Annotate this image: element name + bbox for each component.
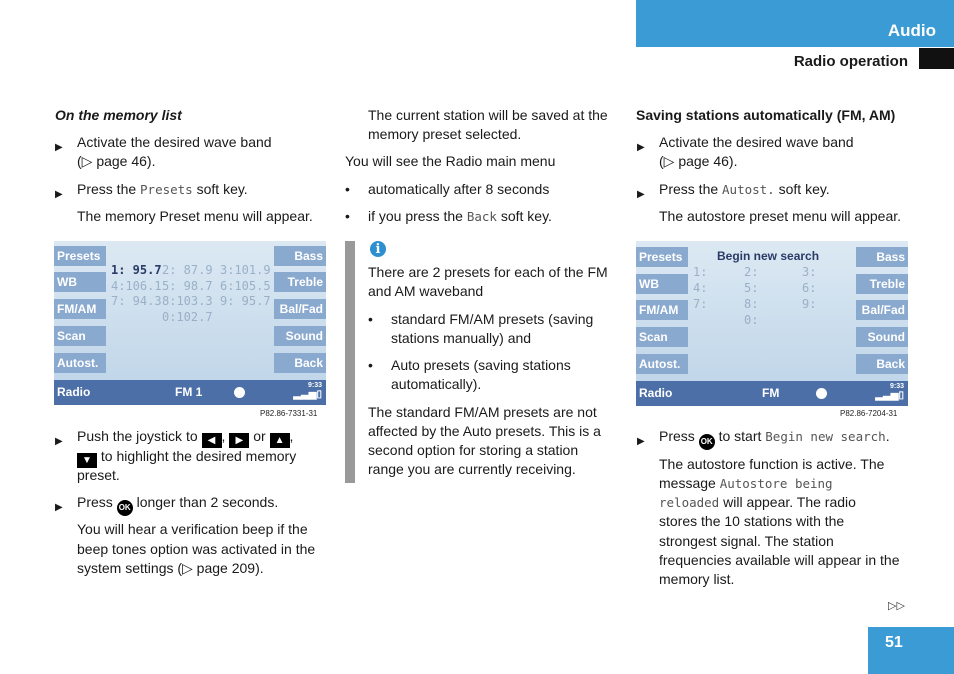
- preset-cell: 2: 87.9: [162, 263, 213, 277]
- softkey-scan: Scan: [636, 327, 688, 347]
- softkey-fmam: FM/AM: [636, 300, 688, 320]
- bullet-arrow-icon: ▶: [637, 189, 645, 200]
- softkey-back: Back: [274, 353, 326, 373]
- preset-cell: 4:: [693, 281, 708, 295]
- step-text: Activate the desired wave band: [659, 134, 854, 150]
- page-number: 51: [885, 634, 903, 651]
- clock: 9:33: [889, 383, 904, 390]
- clock: 9:33: [307, 382, 322, 389]
- preset-cell: 2:: [744, 265, 759, 279]
- note-text: and AM waveband: [368, 283, 484, 299]
- step-result: The autostore preset menu will appear.: [659, 208, 902, 224]
- softkey-fmam: FM/AM: [54, 299, 106, 319]
- signal-icon: ▂▃▅▯: [293, 389, 322, 400]
- cd-icon: [234, 387, 245, 398]
- softkey-wb: WB: [636, 274, 688, 294]
- preset-cell: 0:: [744, 313, 759, 327]
- preset-cell: 1:: [693, 265, 708, 279]
- list-item: automatically after 8 seconds: [368, 181, 550, 197]
- preset-cell: 7: 94.3: [111, 294, 162, 308]
- bullet-arrow-icon: ▶: [55, 436, 63, 447]
- bullet-arrow-icon: ▶: [637, 142, 645, 153]
- signal-icon: ▂▃▅▯: [875, 390, 904, 401]
- paragraph: stores the 10 stations with the: [659, 513, 845, 529]
- preset-cell: 9: 95.7: [220, 294, 271, 308]
- section-subtitle: Radio operation: [793, 53, 908, 70]
- paragraph: You will hear a verification beep if the: [77, 521, 308, 537]
- status-source: Radio: [57, 385, 91, 399]
- autosave-heading: Saving stations automatically (FM, AM): [636, 107, 896, 123]
- bullet-dot-icon: •: [368, 311, 373, 327]
- bullet-dot-icon: •: [345, 208, 350, 224]
- note-list-item: stations manually) and: [391, 330, 532, 346]
- softkey-sound: Sound: [856, 327, 908, 347]
- paragraph: strongest signal. The station: [659, 533, 834, 549]
- image-reference: P82.86-7204-31: [840, 409, 898, 418]
- step-text: Push the joystick to ◀ , ▶ or ▲ ,: [77, 428, 294, 446]
- softkey-balfad: Bal/Fad: [856, 300, 908, 320]
- header-marker: [919, 48, 954, 69]
- ok-button-icon: OK: [699, 434, 715, 450]
- bullet-arrow-icon: ▶: [55, 502, 63, 513]
- softkey-wb: WB: [54, 272, 106, 292]
- softkey-treble: Treble: [856, 274, 908, 294]
- preset-cell: 1: 95.7: [111, 263, 162, 277]
- preset-cell: 3:101.9: [220, 263, 271, 277]
- preset-menu-screen: [54, 241, 326, 405]
- list-item: if you press the Back soft key.: [368, 208, 552, 224]
- status-band: FM: [762, 386, 780, 400]
- paragraph: The autostore function is active. The: [659, 456, 885, 472]
- preset-cell: 5:: [744, 281, 759, 295]
- bullet-arrow-icon: ▶: [637, 436, 645, 447]
- note-text: The standard FM/AM presets are not: [368, 404, 597, 420]
- note-text: second option for storing a station: [368, 442, 579, 458]
- ok-button-icon: OK: [117, 500, 133, 516]
- section-title: Audio: [887, 21, 936, 40]
- page-number-tab: [868, 627, 954, 674]
- step-ref: (▷ page 46).: [77, 153, 156, 169]
- info-icon: i: [370, 241, 386, 257]
- softkey-balfad: Bal/Fad: [274, 299, 326, 319]
- preset-cell: 3:: [802, 265, 817, 279]
- preset-cell: 8:103.3: [162, 294, 213, 308]
- cd-icon: [816, 388, 827, 399]
- step-result: The memory Preset menu will appear.: [77, 208, 313, 224]
- note-sidebar: [345, 241, 355, 483]
- paragraph: reloaded will appear. The radio: [659, 494, 856, 510]
- joystick-right-icon: ▶: [229, 433, 249, 448]
- joystick-down-icon: ▼: [77, 453, 97, 468]
- step-text: Press OK longer than 2 seconds.: [77, 493, 278, 516]
- softkey-bass: Bass: [274, 246, 326, 266]
- bullet-dot-icon: •: [345, 181, 350, 197]
- preset-cell: 6:: [802, 281, 817, 295]
- step-text: Activate the desired wave band: [77, 134, 272, 150]
- bullet-arrow-icon: ▶: [55, 189, 63, 200]
- softkey-scan: Scan: [54, 326, 106, 346]
- joystick-left-icon: ◀: [202, 433, 222, 448]
- preset-cell: 7:: [693, 297, 708, 311]
- preset-cell: 4:106.1: [111, 279, 162, 293]
- step-text: Press the Autost. soft key.: [659, 181, 830, 197]
- step-text: Press the Presets soft key.: [77, 181, 248, 197]
- status-bar: [636, 381, 908, 406]
- search-banner: Begin new search: [717, 249, 820, 263]
- note-text: affected by the Auto presets. This is a: [368, 423, 601, 439]
- softkey-back: Back: [856, 354, 908, 374]
- bullet-dot-icon: •: [368, 357, 373, 373]
- preset-cell: 5: 98.7: [162, 279, 213, 293]
- bullet-arrow-icon: ▶: [55, 142, 63, 153]
- softkey-presets: Presets: [54, 246, 106, 266]
- preset-cell: 0:102.7: [162, 310, 213, 324]
- note-text: There are 2 presets for each of the FM: [368, 264, 608, 280]
- status-source: Radio: [639, 386, 673, 400]
- softkey-sound: Sound: [274, 326, 326, 346]
- note-text: range you are currently receiving.: [368, 461, 576, 477]
- preset-cell: 8:: [744, 297, 759, 311]
- autostore-menu-screen: [636, 241, 908, 405]
- preset-cell: 9:: [802, 297, 817, 311]
- step-text: Press OK to start Begin new search.: [659, 427, 890, 450]
- softkey-autost: Autost.: [54, 353, 106, 373]
- paragraph: message Autostore being: [659, 475, 833, 491]
- paragraph: memory list.: [659, 571, 735, 587]
- step-ref: (▷ page 46).: [659, 153, 738, 169]
- preset-cell: 6:105.5: [220, 279, 271, 293]
- step-text: preset.: [77, 467, 120, 483]
- status-bar: [54, 380, 326, 405]
- memory-list-heading: On the memory list: [55, 107, 182, 123]
- paragraph: You will see the Radio main menu: [345, 153, 556, 169]
- step-text: ▼ to highlight the desired memory: [77, 447, 296, 468]
- joystick-up-icon: ▲: [270, 433, 290, 448]
- continue-arrows: ▷▷: [888, 600, 905, 612]
- status-band: FM 1: [175, 385, 203, 399]
- softkey-bass: Bass: [856, 247, 908, 267]
- paragraph: beep tones option was activated in the: [77, 541, 316, 557]
- image-reference: P82.86-7331-31: [260, 409, 318, 418]
- paragraph: memory preset selected.: [368, 126, 522, 142]
- note-list-item: Auto presets (saving stations: [391, 357, 571, 373]
- softkey-presets: Presets: [636, 247, 688, 267]
- note-list-item: standard FM/AM presets (saving: [391, 311, 594, 327]
- paragraph: frequencies available will appear in the: [659, 552, 900, 568]
- note-list-item: automatically).: [391, 376, 482, 392]
- softkey-autost: Autost.: [636, 354, 688, 374]
- softkey-treble: Treble: [274, 272, 326, 292]
- paragraph: The current station will be saved at the: [368, 107, 608, 123]
- paragraph: system settings (▷ page 209).: [77, 560, 264, 576]
